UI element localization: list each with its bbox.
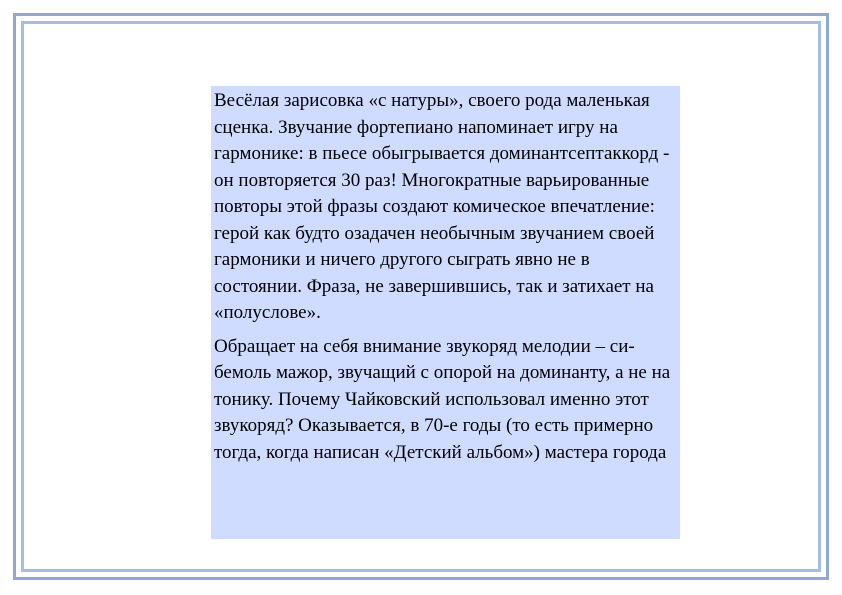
paragraph-2: Обращает на себя внимание звукоряд мелодии – си-бемоль мажор, звучащий с опорой на доминанту, а не на тонику. Почему Чайковский использовал именно этот звукоряд? Оказывается, в 70-е годы (то есть примерно тогда, когда написан «Детский альбом») мастера города	[214, 335, 671, 463]
paragraph-1: Весёлая зарисовка «с натуры», своего рода маленькая сценка. Звучание фортепиано напоминает игру на гармонике: в пьесе обыгрывается доминантсептаккорд - он повторяется 30 раз! Многократные варьированные повторы этой фразы создают комическое впечатление: герой как будто озадачен необычным звучанием своей гармоники и ничего другого сыграть явно не в состоянии. Фраза, не завершившись, так и затихает на «полуслове».	[214, 90, 670, 323]
text-box	[211, 86, 680, 539]
